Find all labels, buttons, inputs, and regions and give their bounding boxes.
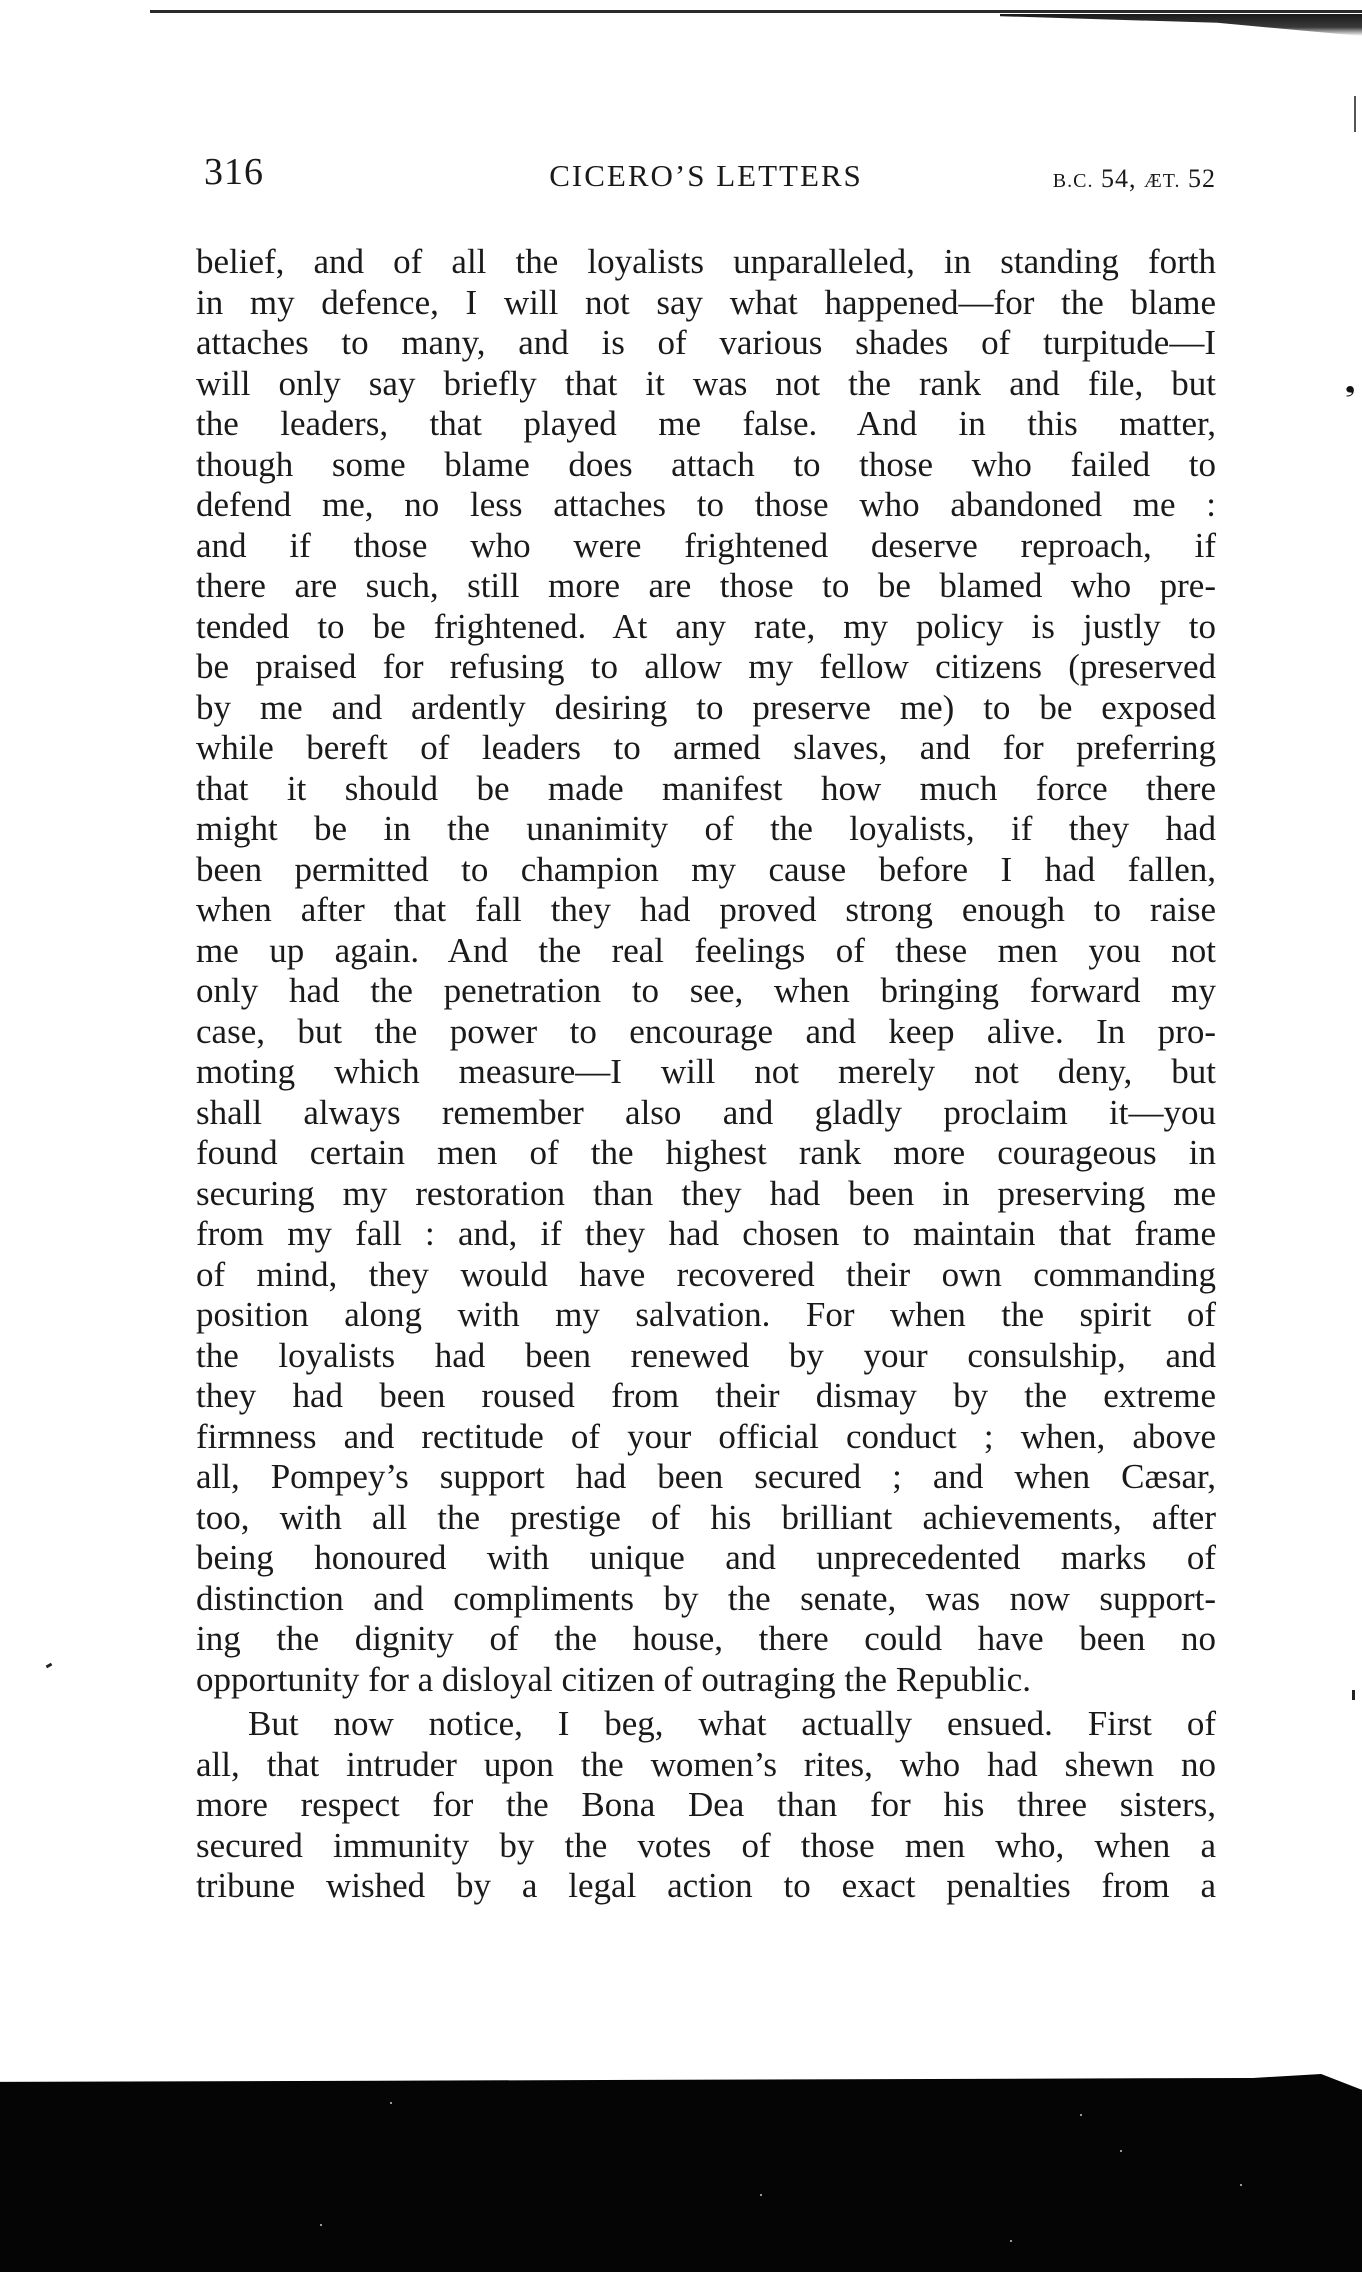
top-page-edge-rule (150, 10, 1362, 13)
text-line: firmness and rectitude of your official conduct ; when, above (196, 1416, 1216, 1456)
page-number: 316 (204, 151, 264, 193)
text-line: by me and ardently desiring to preserve me) to be exposed (196, 687, 1216, 727)
scan-speck (1120, 2150, 1122, 2152)
text-line: of mind, they would have recovered their own commanding (196, 1254, 1216, 1294)
paragraph-1 (196, 242, 1216, 1700)
bottom-scan-shadow (0, 2074, 1362, 2272)
text-line: opportunity for a disloyal citizen of outraging the Republic. (196, 1659, 1031, 1699)
right-margin-speck (1352, 1690, 1355, 1700)
left-margin-speck (46, 1663, 53, 1669)
text-line: position along with my salvation. For when the spirit of (196, 1295, 1216, 1334)
text-line: ing the dignity of the house, there could have been no (196, 1619, 1216, 1658)
scan-speck (760, 2194, 762, 2196)
text-line: only had the penetration to see, when bringing forward my (196, 971, 1216, 1010)
text-line: the loyalists had been renewed by your consulship, and (196, 1335, 1216, 1375)
top-scan-shadow (1000, 14, 1362, 36)
text-line: moting which measure—I will not merely not deny, but (196, 1052, 1216, 1091)
date-prefix: B.C. (1052, 170, 1094, 192)
date-year: 54, (1100, 164, 1137, 193)
text-line: be praised for refusing to allow my fellow citizens (preserved (196, 647, 1216, 686)
text-line: But now notice, I beg, what actually ensued. First of (248, 1704, 1216, 1743)
text-line: all, Pompey’s support had been secured ; and when Cæsar, (196, 1457, 1216, 1496)
text-line: found certain men of the highest rank more courageous in (196, 1133, 1216, 1172)
text-line: when after that fall they had proved strong enough to raise (196, 890, 1216, 929)
text-line: been permitted to champion my cause before I had fallen, (196, 849, 1216, 889)
text-line: more respect for the Bona Dea than for his three sisters, (196, 1785, 1216, 1824)
text-line: too, with all the prestige of his brilliant achievements, after (196, 1497, 1216, 1537)
text-line: the leaders, that played me false. And in this matter, (196, 404, 1216, 443)
text-line: will only say briefly that it was not the rank and file, but (196, 363, 1216, 403)
scan-speck (390, 2102, 392, 2104)
text-line: there are such, still more are those to be blamed who pre- (196, 566, 1216, 605)
right-margin-nick: ❟ (1345, 368, 1356, 397)
text-line: secured immunity by the votes of those men who, when a (196, 1825, 1216, 1865)
text-line: and if those who were frightened deserve reproach, if (196, 525, 1216, 565)
text-line: from my fall : and, if they had chosen to maintain that frame (196, 1214, 1216, 1253)
scan-speck (320, 2224, 322, 2226)
scan-speck (1240, 2184, 1242, 2186)
date-age: 52 (1188, 164, 1216, 193)
running-header (196, 150, 1216, 200)
right-edge-mark (1354, 96, 1356, 132)
text-line: case, but the power to encourage and keep alive. In pro- (196, 1011, 1216, 1051)
running-title: CICERO’S LETTERS (549, 158, 863, 193)
letter-body (196, 242, 1216, 1907)
text-line: securing my restoration than they had been in preserving me (196, 1173, 1216, 1213)
text-line: in my defence, I will not say what happened—for the blame (196, 282, 1216, 322)
text-line: tribune wished by a legal action to exact penalties from a (196, 1866, 1216, 1905)
scan-speck (1010, 2240, 1012, 2242)
text-line: defend me, no less attaches to those who abandoned me : (196, 485, 1216, 524)
scan-speck (1080, 2114, 1082, 2116)
text-line: me up again. And the real feelings of these men you not (196, 930, 1216, 970)
text-line: might be in the unanimity of the loyalists, if they had (196, 809, 1216, 848)
date-reference (1053, 164, 1216, 194)
text-line: attaches to many, and is of various shades of turpitude—I (196, 323, 1216, 362)
text-line: that it should be made manifest how much force there (196, 768, 1216, 808)
text-line: belief, and of all the loyalists unparalleled, in standing forth (196, 242, 1216, 281)
text-line: distinction and compliments by the senate, was now support- (196, 1578, 1216, 1618)
text-line: they had been roused from their dismay by the extreme (196, 1376, 1216, 1415)
text-line: though some blame does attach to those who failed to (196, 444, 1216, 484)
text-line: all, that intruder upon the women’s rites, who had shewn no (196, 1744, 1216, 1784)
text-line: being honoured with unique and unprecedented marks of (196, 1538, 1216, 1577)
paragraph-2 (196, 1704, 1216, 1907)
date-aet: ÆT. (1143, 170, 1181, 192)
text-line: shall always remember also and gladly proclaim it—you (196, 1092, 1216, 1132)
text-line: tended to be frightened. At any rate, my policy is justly to (196, 606, 1216, 646)
text-line: while bereft of leaders to armed slaves, and for preferring (196, 728, 1216, 767)
